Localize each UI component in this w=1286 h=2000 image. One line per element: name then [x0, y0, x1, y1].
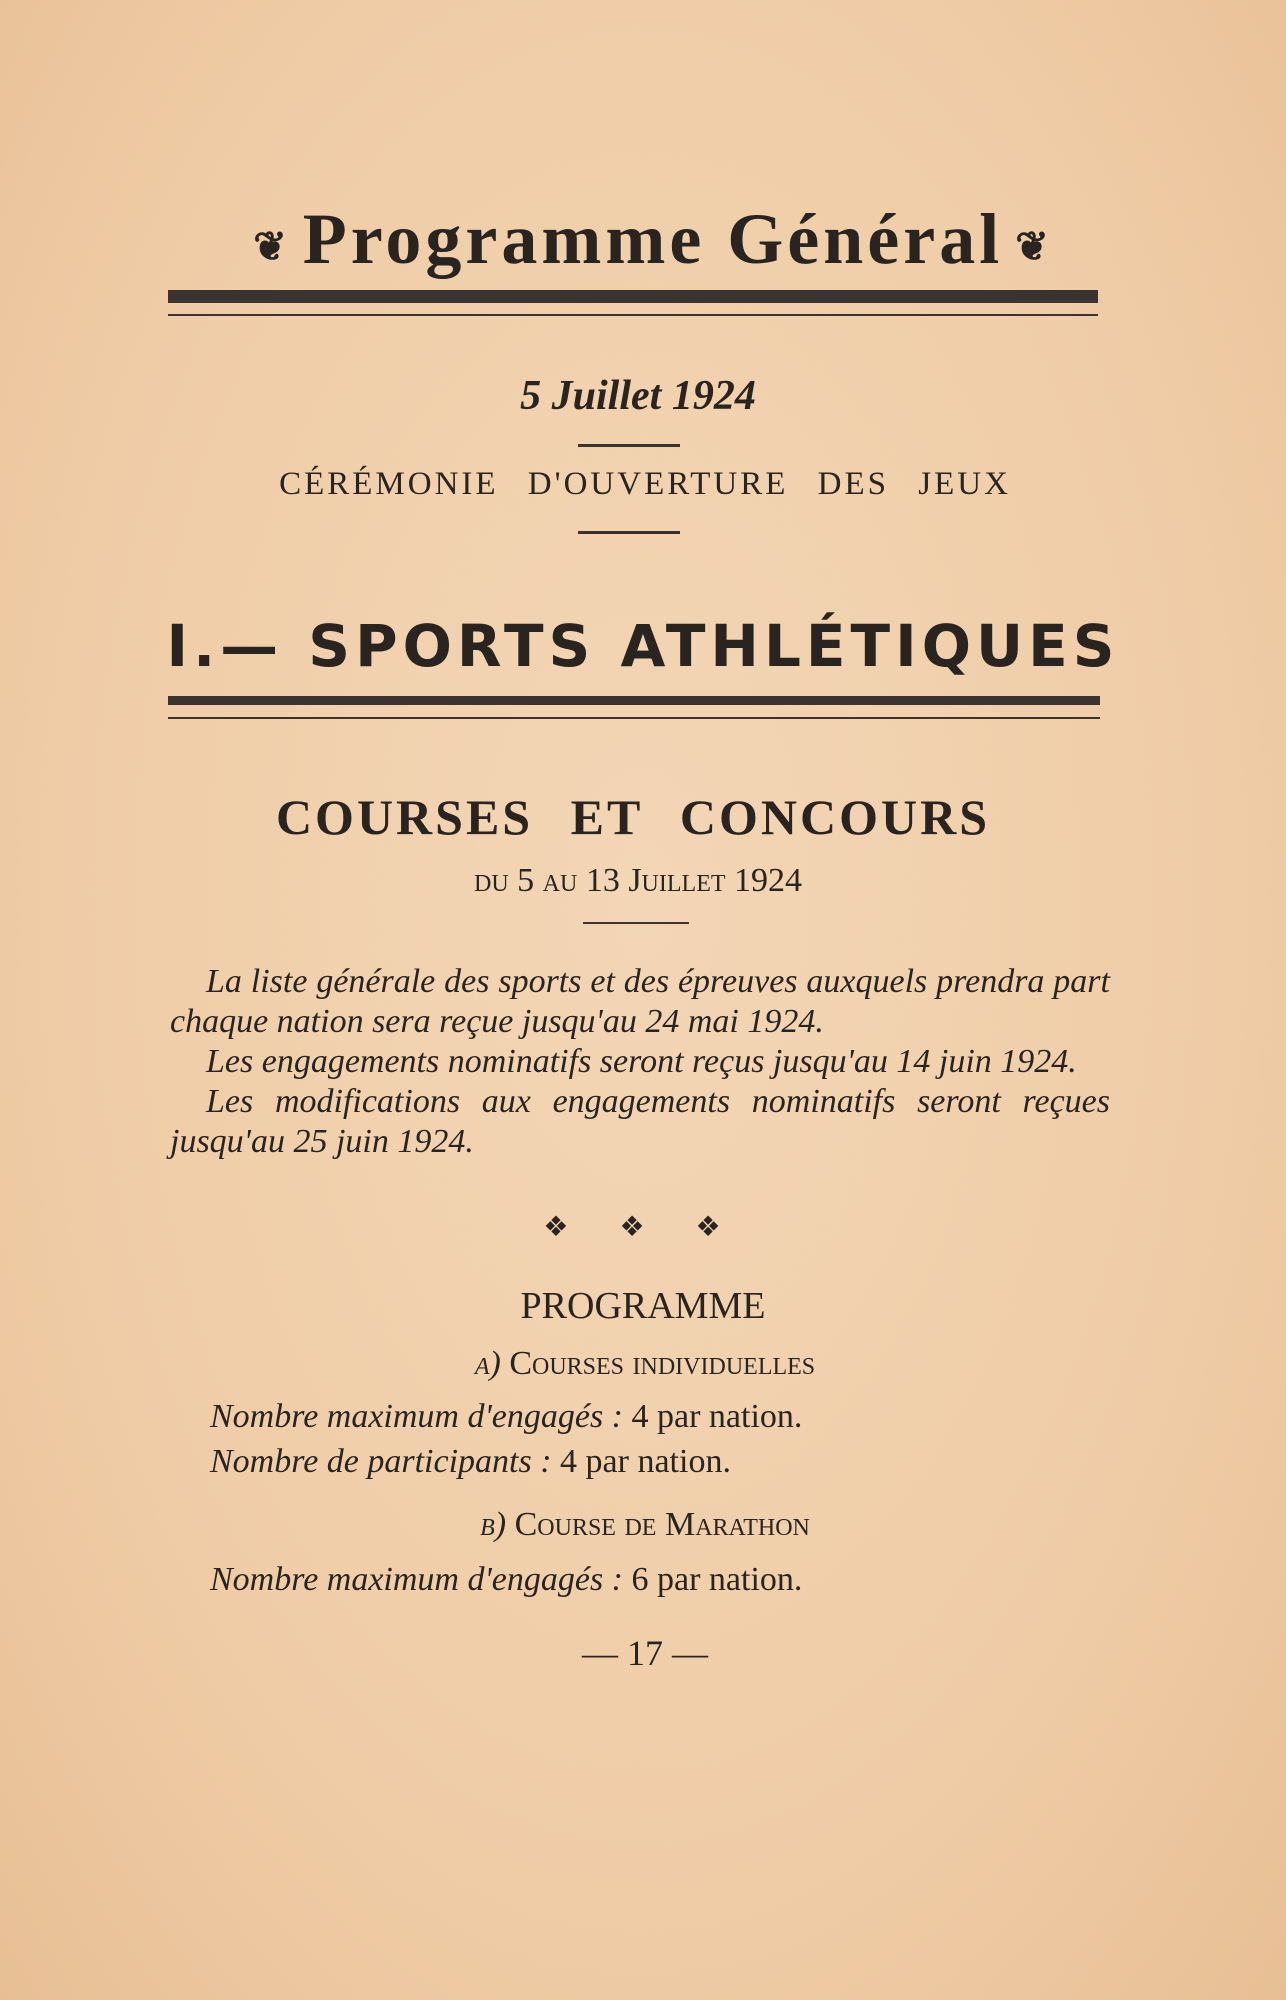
divider: [168, 290, 1098, 303]
programme-heading: PROGRAMME: [520, 1285, 766, 1327]
item-letter: a): [474, 1345, 501, 1382]
divider: [578, 531, 680, 534]
line-value: 4 par nation.: [560, 1443, 731, 1480]
subsection-heading: COURSES ET CONCOURS: [275, 789, 991, 845]
paragraph: Les modifications aux engagements nominatifs seront reçues jusqu'au 25 juin 1924.: [170, 1083, 1110, 1160]
list-item: [210, 1443, 731, 1481]
divider: [578, 444, 680, 447]
paragraph: Les engagements nominatifs seront reçus jusqu'au 14 juin 1924.: [206, 1043, 1077, 1080]
line-value: 4 par nation.: [631, 1398, 803, 1435]
ceremony-label: CÉRÉMONIE D'OUVERTURE DES JEUX: [279, 466, 1011, 502]
divider: [583, 922, 689, 924]
diamond-separator-icon: ❖ ❖ ❖: [543, 1212, 743, 1243]
line-label: Nombre maximum d'engagés :: [210, 1398, 623, 1435]
fleuron-icon: ❦: [253, 223, 291, 269]
opening-date: 5 Juillet 1924: [520, 373, 756, 419]
section-heading: I.— SPORTS ATHLÉTIQUES: [166, 612, 1120, 680]
divider: [168, 717, 1100, 719]
item-a-heading: [2, 1345, 1286, 1383]
item-letter: b): [480, 1506, 507, 1543]
line-label: Nombre de participants :: [210, 1443, 552, 1480]
item-title: Courses individuelles: [509, 1345, 816, 1382]
divider: [168, 696, 1100, 705]
subsection-dates: du 5 au 13 Juillet 1924: [473, 862, 803, 899]
title-text: Programme Général: [302, 199, 1004, 279]
page-title: [10, 198, 1286, 281]
list-item: [210, 1398, 802, 1436]
item-b-heading: [2, 1506, 1286, 1544]
registration-notes: [170, 962, 1110, 1162]
line-value: 6 par nation.: [631, 1561, 803, 1598]
paragraph: La liste générale des sports et des épreuves auxquels prendra part chaque nation sera reçue jusqu'au 24 mai 1924.: [170, 963, 1110, 1040]
divider: [168, 314, 1098, 316]
list-item: [210, 1561, 802, 1599]
item-title: Course de Marathon: [514, 1506, 810, 1543]
page-number: — 17 —: [582, 1633, 708, 1673]
fleuron-icon: ❦: [1015, 223, 1053, 269]
line-label: Nombre maximum d'engagés :: [210, 1561, 623, 1598]
